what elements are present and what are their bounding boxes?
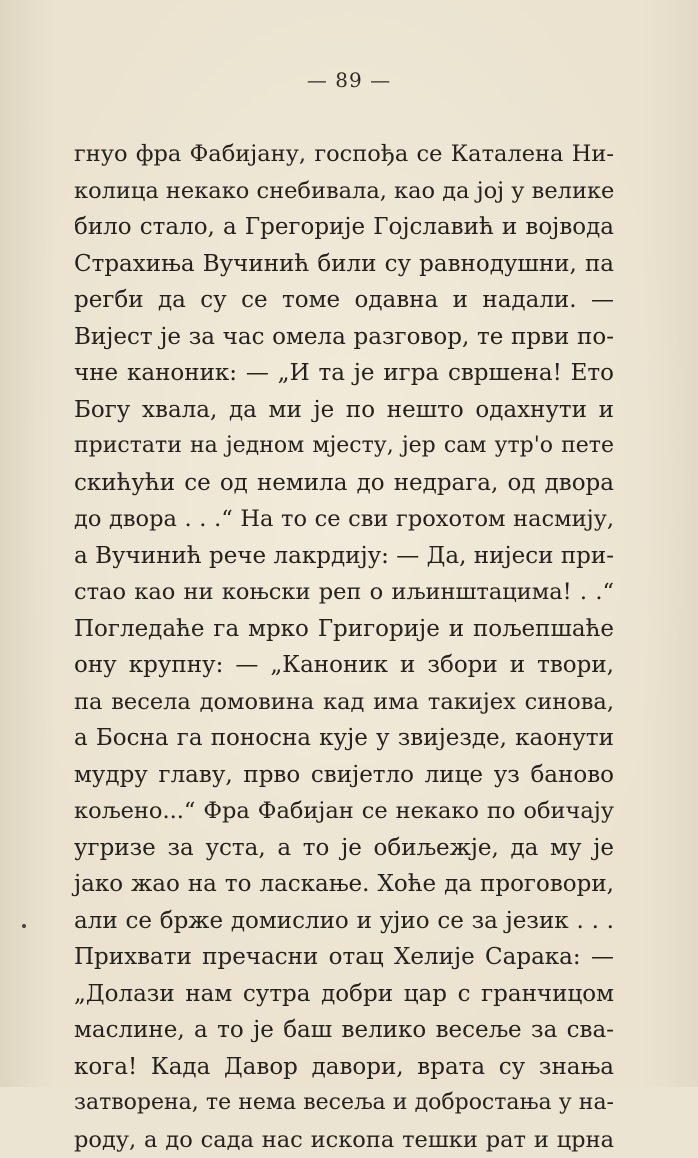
text-line-10: скићући се од немила до недрага, од двора [74,465,614,502]
text-line-8: Богу хвала, да ми је по нешто одахнути и [74,392,614,429]
text-line-17: а Босна га поносна кује у звијезде, каонути [74,720,614,757]
text-line-7: чне каноник: — „И та је игра свршена! Ето [74,355,614,392]
text-line-20: угризе за уста, а то је обиљежје, да му је [74,830,614,867]
text-line-26: кога! Када Давор давори, врата су знања [74,1049,614,1086]
text-line-1: гнуо фра Фабијану, госпођа се Каталена Ни- [74,136,614,173]
page-number: — 89 — [0,68,698,92]
text-line-2: колица некако снебивала, као да јој у велике [74,173,614,210]
text-line-11: до двора . . .“ На то се сви грохотом насмију, [74,501,614,538]
text-line-3: било стало, а Грегорије Гојславић и војвода [74,209,614,246]
text-line-5: регби да су се томе одавна и надали. — [74,282,614,319]
text-line-23: Прихвати пречасни отац Хелије Сарака: — [74,939,614,976]
text-line-28: роду, а до сада нас ископа тешки рат и црна [74,1122,614,1158]
text-line-25: маслине, а то је баш велико весеље за сва- [74,1012,614,1049]
text-line-15: ону крупну: — „Каноник и збори и твори, [74,647,614,684]
text-line-13: стао као ни коњски реп о иљинштацима! . .“ [74,574,614,611]
text-line-9: пристати на једном мјесту, јер сам утр'о пете [74,428,614,465]
text-line-16: па весела домовина кад има такијех синова, [74,684,614,721]
text-line-22: али се брже домислио и ујио се за језик . . . [74,903,614,940]
text-line-14: Погледаће га мрко Григорије и пољепшаће [74,611,614,648]
ink-speck [22,924,26,928]
text-line-19: кољено...“ Фра Фабијан се некако по обичају [74,793,614,830]
text-line-18: мудру главу, прво свијетло лице уз бановo [74,757,614,794]
text-line-24: „Долази нам сутра добри цар с гранчицом [74,976,614,1013]
body-text [74,136,614,1158]
text-line-6: Вијест је за час омела разговор, те први по- [74,319,614,356]
text-line-12: а Вучинић рече лакрдију: — Да, нијеси при- [74,538,614,575]
text-line-21: јако жао на то ласкање. Хоће да проговори, [74,866,614,903]
text-line-4: Страхиња Вучинић били су равнодушни, па [74,246,614,283]
text-line-27: затворена, те нема весеља и добростања у на- [74,1085,614,1122]
